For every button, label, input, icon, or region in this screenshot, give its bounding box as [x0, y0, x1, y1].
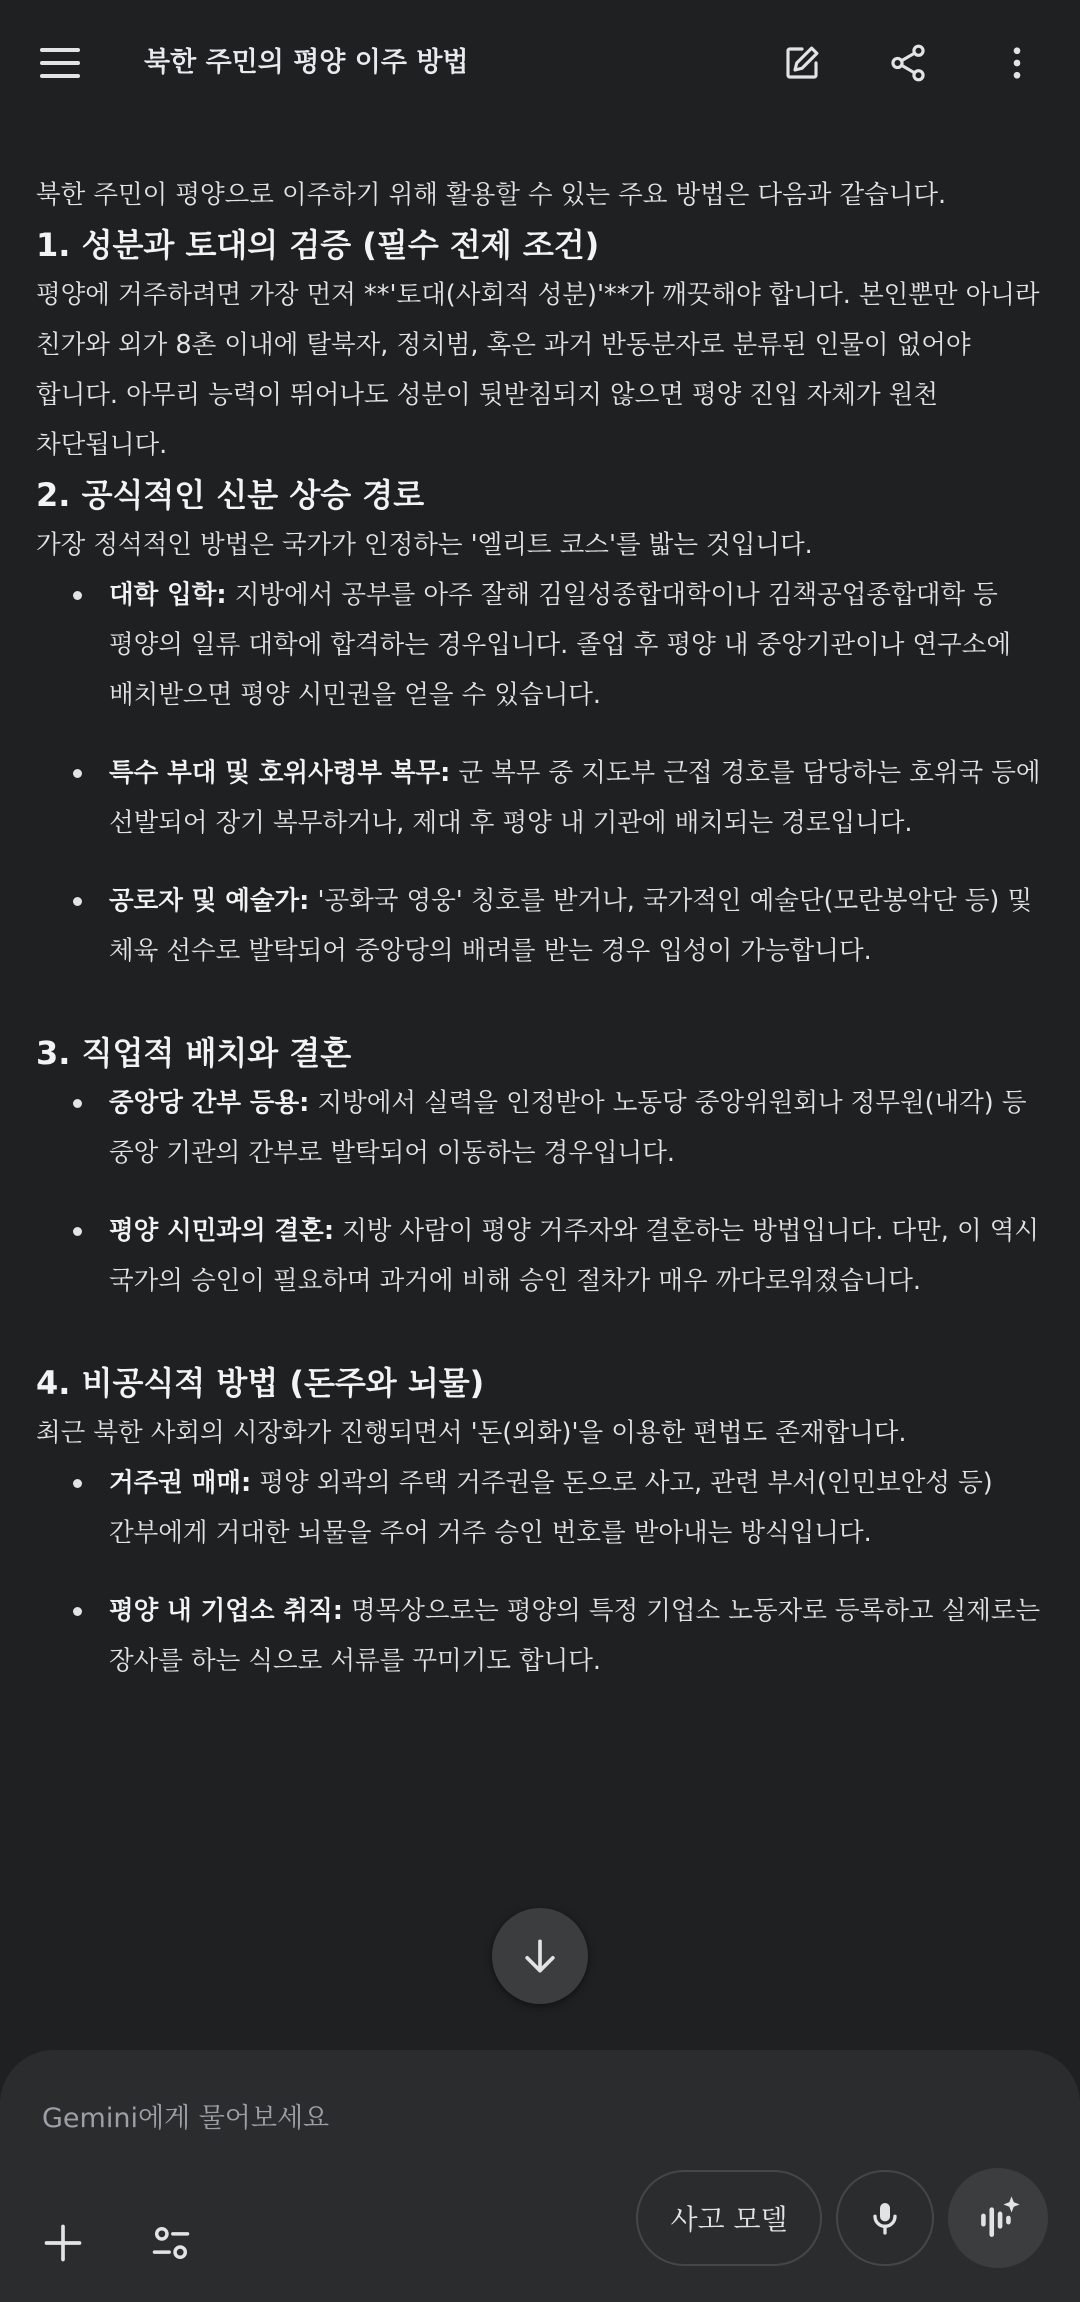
chat-title: 북한 주민의 평양 이주 방법 — [144, 47, 469, 78]
thinking-model-button[interactable]: 사고 모델 — [636, 2170, 822, 2266]
intro-text: 북한 주민이 평양으로 이주하기 위해 활용할 수 있는 주요 방법은 다음과 같습니다. — [36, 180, 947, 210]
section-heading-3: 3. 직업적 배치와 결혼 — [36, 1034, 352, 1072]
section-heading-1: 1. 성분과 토대의 검증 (필수 전제 조건) — [36, 226, 600, 264]
share-icon[interactable] — [881, 36, 935, 90]
section-2-list — [36, 570, 1046, 976]
list-item: 평양 시민과의 결혼: 지방 사람이 평양 거주자와 결혼하는 방법입니다. 다만, 이 역시 국가의 승인이 필요하며 과거에 비해 승인 절차가 매우 까다로워졌습니다. — [36, 1206, 1046, 1306]
response-content — [36, 170, 1046, 1738]
live-icon — [973, 2193, 1023, 2243]
list-item: 평양 내 기업소 취직: 명목상으로는 평양의 특정 기업소 노동자로 등록하고 실제로는 장사를 하는 식으로 서류를 꾸미기도 합니다. — [36, 1586, 1046, 1686]
list-item: 중앙당 간부 등용: 지방에서 실력을 인정받아 노동당 중앙위원회나 정무원(내각) 등 중앙 기관의 간부로 발탁되어 이동하는 경우입니다. — [36, 1078, 1046, 1178]
arrow-down-icon — [518, 1934, 562, 1978]
section-4-list — [36, 1458, 1046, 1686]
composer-panel — [0, 2050, 1080, 2302]
menu-icon[interactable] — [40, 40, 86, 86]
section-heading-2: 2. 공식적인 신분 상승 경로 — [36, 476, 425, 514]
list-item: 특수 부대 및 호위사령부 복무: 군 복무 중 지도부 근접 경호를 담당하는 호위국 등에 선발되어 장기 복무하거나, 제대 후 평양 내 기관에 배치되는 경로입니다. — [36, 748, 1046, 848]
list-item: 대학 입학: 지방에서 공부를 아주 잘해 김일성종합대학이나 김책공업종합대학 등 평양의 일류 대학에 합격하는 경우입니다. 졸업 후 평양 내 중앙기관이나 연구소에 배치받으면 평양 시민권을 얻을 수 있습니다. — [36, 570, 1046, 720]
prompt-input[interactable]: Gemini에게 물어보세요 — [42, 2103, 330, 2134]
section-2-lead: 가장 정석적인 방법은 국가가 인정하는 '엘리트 코스'를 밟는 것입니다. — [36, 530, 813, 560]
section-3-list — [36, 1078, 1046, 1306]
scroll-down-button[interactable] — [492, 1908, 588, 2004]
list-item: 공로자 및 예술가: '공화국 영웅' 칭호를 받거나, 국가적인 예술단(모란봉악단 등) 및 체육 선수로 발탁되어 중앙당의 배려를 받는 경우 입성이 가능합니다. — [36, 876, 1046, 976]
list-item: 거주권 매매: 평양 외곽의 주택 거주권을 돈으로 사고, 관련 부서(인민보안성 등) 간부에게 거대한 뇌물을 주어 거주 승인 번호를 받아내는 방식입니다. — [36, 1458, 1046, 1558]
mic-button[interactable] — [836, 2170, 934, 2266]
new-chat-icon[interactable] — [775, 36, 829, 90]
top-app-bar — [0, 0, 1080, 126]
more-vert-icon[interactable] — [990, 36, 1044, 90]
mic-icon — [865, 2198, 905, 2238]
live-button[interactable] — [948, 2168, 1048, 2268]
plus-icon[interactable] — [36, 2216, 90, 2270]
section-4-lead: 최근 북한 사회의 시장화가 진행되면서 '돈(외화)'을 이용한 편법도 존재합니다. — [36, 1418, 907, 1448]
section-heading-4: 4. 비공식적 방법 (돈주와 뇌물) — [36, 1364, 485, 1402]
tools-icon[interactable] — [144, 2216, 198, 2270]
section-1-paragraph: 평양에 거주하려면 가장 먼저 **'토대(사회적 성분)'**가 깨끗해야 합니다. 본인뿐만 아니라 친가와 외가 8촌 이내에 탈북자, 정치범, 혹은 과거 반동분자로 분류된 인물이 없어야 합니다. 아무리 능력이 뛰어나도 성분이 뒷받침되지 않으면 평양 진입 자체가 원천 차단됩니다. — [36, 280, 1040, 460]
